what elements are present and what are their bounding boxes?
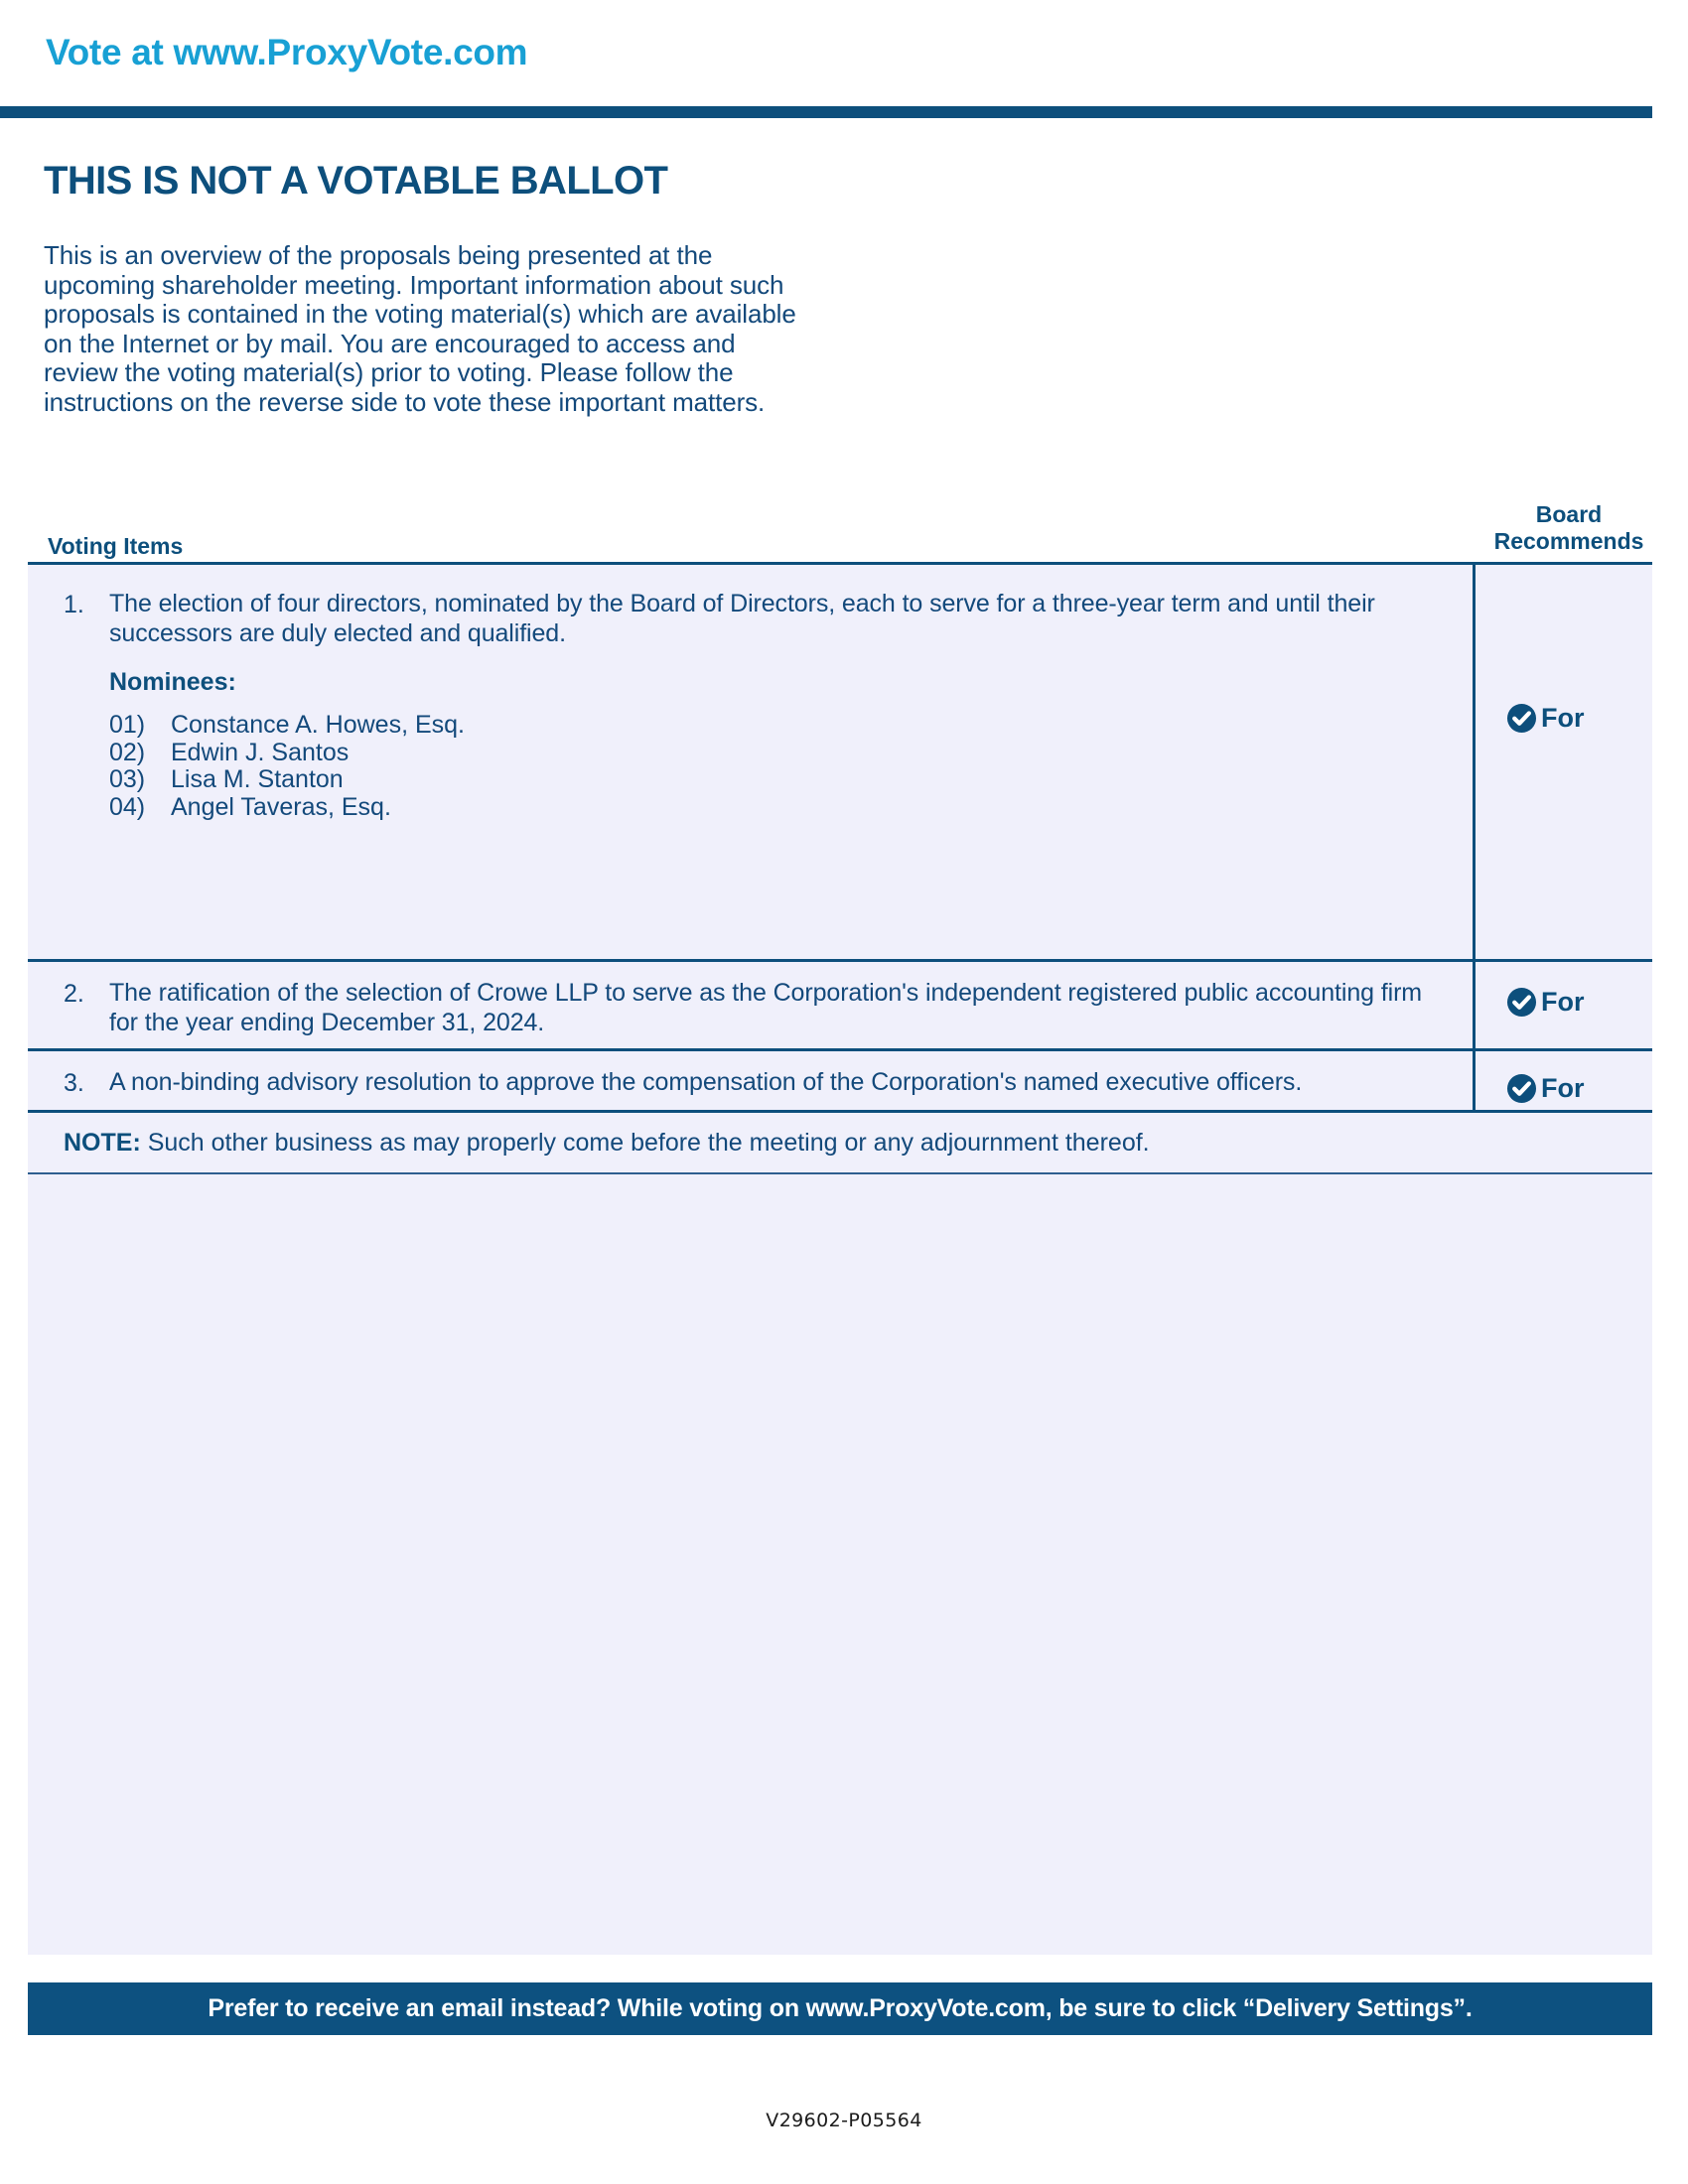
row-divider [28, 1110, 1652, 1113]
board-recommends-line-1: Board [1535, 501, 1603, 527]
board-recommends-column-header [1470, 501, 1668, 555]
nominee-index: 03) [109, 765, 146, 793]
banner-divider-rule [0, 106, 1652, 118]
board-recommendation [1506, 703, 1585, 734]
item-number: 1. [64, 591, 84, 618]
recommends-column-divider [1473, 959, 1476, 1048]
check-circle-icon [1506, 1073, 1537, 1104]
nominee-name: Constance A. Howes, Esq. [171, 711, 465, 739]
nominees-heading: Nominees: [109, 668, 236, 696]
footer-message: Prefer to receive an email instead? While voting on www.ProxyVote.com, be sure to click “Delivery Settings”. [208, 1994, 1473, 2022]
note-text [64, 1129, 1150, 1158]
list-item [109, 794, 465, 822]
intro-paragraph: This is an overview of the proposals being presented at the upcoming shareholder meeting. Important information about such proposals is contained in the voting material(s) which are available on the Internet or by mail. You are encouraged to access and review the voting material(s) prior to voting. Please follow the instructions on the reverse side to vote these important matters. [44, 240, 796, 417]
nominee-index: 02) [109, 738, 146, 766]
row-divider [28, 1048, 1652, 1051]
check-circle-icon [1506, 703, 1537, 734]
item-text: The election of four directors, nominated by the Board of Directors, each to serve for a three-year term and until their successors are duly elected and qualified. [109, 590, 1375, 647]
nominee-index: 04) [109, 792, 146, 821]
top-banner [0, 0, 1688, 117]
board-recommends-line-2: Recommends [1493, 528, 1644, 554]
row-divider [28, 959, 1652, 962]
nominee-name: Angel Taveras, Esq. [171, 792, 391, 821]
list-item [109, 766, 465, 794]
row-divider [28, 1172, 1652, 1174]
footer-bar [28, 1982, 1652, 2035]
note-label: NOTE: [64, 1129, 141, 1157]
recommendation-label: For [1541, 1073, 1585, 1103]
nominee-name: Edwin J. Santos [171, 738, 350, 766]
check-circle-icon [1506, 987, 1537, 1018]
item-number: 3. [64, 1069, 84, 1097]
vote-url-heading: Vote at www.ProxyVote.com [46, 32, 528, 72]
item-text: The ratification of the selection of Crowe LLP to serve as the Corporation's independent registered public accounting firm for the year ending December 31, 2024. [109, 979, 1423, 1036]
board-recommendation [1506, 1073, 1585, 1104]
recommendation-label: For [1541, 987, 1585, 1017]
nominees-list [109, 712, 465, 821]
board-recommendation [1506, 987, 1585, 1018]
item-number: 2. [64, 980, 84, 1008]
list-item [109, 712, 465, 740]
item-text: A non-binding advisory resolution to approve the compensation of the Corporation's named executive officers. [109, 1068, 1303, 1096]
voting-items-panel [28, 562, 1652, 1955]
recommends-column-divider [1473, 565, 1476, 959]
recommends-column-divider [1473, 1048, 1476, 1110]
table-header [0, 501, 1688, 561]
voting-items-column-header: Voting Items [48, 533, 184, 559]
control-number: V29602-P05564 [766, 2110, 922, 2131]
page-title: THIS IS NOT A VOTABLE BALLOT [44, 159, 668, 203]
nominee-name: Lisa M. Stanton [171, 765, 344, 793]
recommendation-label: For [1541, 703, 1585, 733]
list-item [109, 740, 465, 767]
note-body: Such other business as may properly come before the meeting or any adjournment thereof. [140, 1129, 1150, 1157]
nominee-index: 01) [109, 711, 146, 739]
